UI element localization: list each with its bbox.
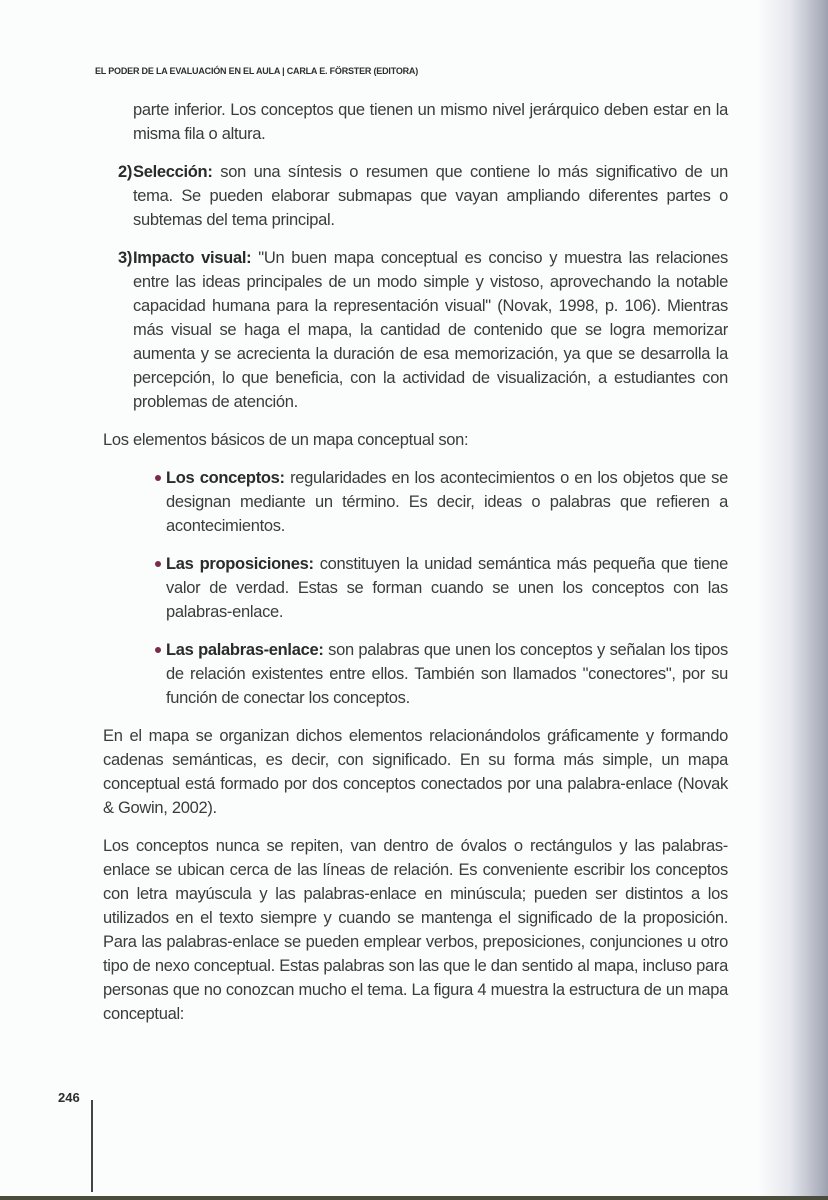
page-number: 246 (58, 1090, 80, 1105)
item-text: regularidades en los acontecimientos o en los objetos que se designan mediante un término. Es decir, ideas o palabras que refieren a acontecimientos. (166, 469, 728, 535)
item-text: son palabras que unen los conceptos y señalan los tipos de relación existentes entre ellos. También son llamados "conectores", por su función de conectar los conceptos. (166, 641, 728, 707)
paragraph-map-organization: En el mapa se organizan dichos elementos relacionándolos gráficamente y formando cadenas semánticas, es decir, con significado. En su forma más simple, un mapa conceptual está formado por dos conceptos conectados por una palabra-enlace (Novak & Gowin, 2002). (103, 727, 728, 817)
item-term: Impacto visual: (133, 249, 252, 267)
item-text: constituyen la unidad semántica más pequeña que tiene valor de verdad. Estas se forman cuando se unen los conceptos con las palabras-enlace. (166, 555, 729, 621)
running-header: EL PODER DE LA EVALUACIÓN EN EL AULA | CARLA E. FÖRSTER (EDITORA) (95, 66, 419, 76)
page-bottom-edge (0, 1196, 828, 1200)
folio-divider (91, 1100, 93, 1192)
paragraph-concepts-rules: Los conceptos nunca se repiten, van dentro de óvalos o rectángulos y las palabras-enlace se ubican cerca de las líneas de relación. Es conveniente escribir los conceptos con letra mayúscula y las palabras-enlace en minúscula; pueden ser distintos a los utilizados en el texto siempre y cuando se mantenga el significado de la proposición. Para las palabras-enlace se pueden emplear verbos, preposiciones, conjunciones u otro tipo de nexo conceptual. Estas palabras son las que le dan sentido al mapa, incluso para personas que no conozcan mucho el tema. La figura 4 muestra la estructura de un mapa conceptual: (103, 837, 728, 1023)
page-gutter-shadow (758, 0, 828, 1200)
numbered-item-seleccion (103, 160, 728, 232)
item-number: 2) (118, 163, 133, 181)
item-text: son una síntesis o resumen que contiene lo más significativo de un tema. Se pueden elaborar submapas que vayan ampliando diferentes partes o subtemas del tema principal. (133, 163, 728, 229)
bullet-icon (155, 561, 161, 567)
numbered-item-impacto-visual (103, 246, 728, 414)
item-term: Selección: (133, 163, 213, 181)
bullet-icon (155, 647, 161, 653)
item-text: "Un buen mapa conceptual es conciso y muestra las relaciones entre las ideas principales de un modo simple y vistoso, aprovechando la notable capacidad humana para la representación visual" (Novak, 1998, p. 106). Mientras más visual se haga el mapa, la cantidad de contenido que se logra memorizar aumenta y se acrecienta la duración de esa memorización, ya que se desarrolla la percepción, lo que beneficia, con la actividad de visualización, a estudiantes con problemas de atención. (133, 249, 728, 411)
page-body (103, 98, 728, 1040)
list-item-conceptos (103, 466, 728, 538)
item-term: Las proposiciones: (166, 555, 314, 573)
elements-intro: Los elementos básicos de un mapa conceptual son: (103, 431, 469, 449)
item-number: 3) (118, 249, 133, 267)
bullet-icon (155, 475, 161, 481)
item-term: Los conceptos: (166, 469, 285, 487)
list-item-palabras-enlace (103, 638, 728, 710)
list-item-proposiciones (103, 552, 728, 624)
list-item-1-continuation: parte inferior. Los conceptos que tienen un mismo nivel jerárquico deben estar en la misma fila o altura. (133, 101, 728, 143)
item-term: Las palabras-enlace: (166, 641, 324, 659)
elements-list (103, 466, 728, 710)
